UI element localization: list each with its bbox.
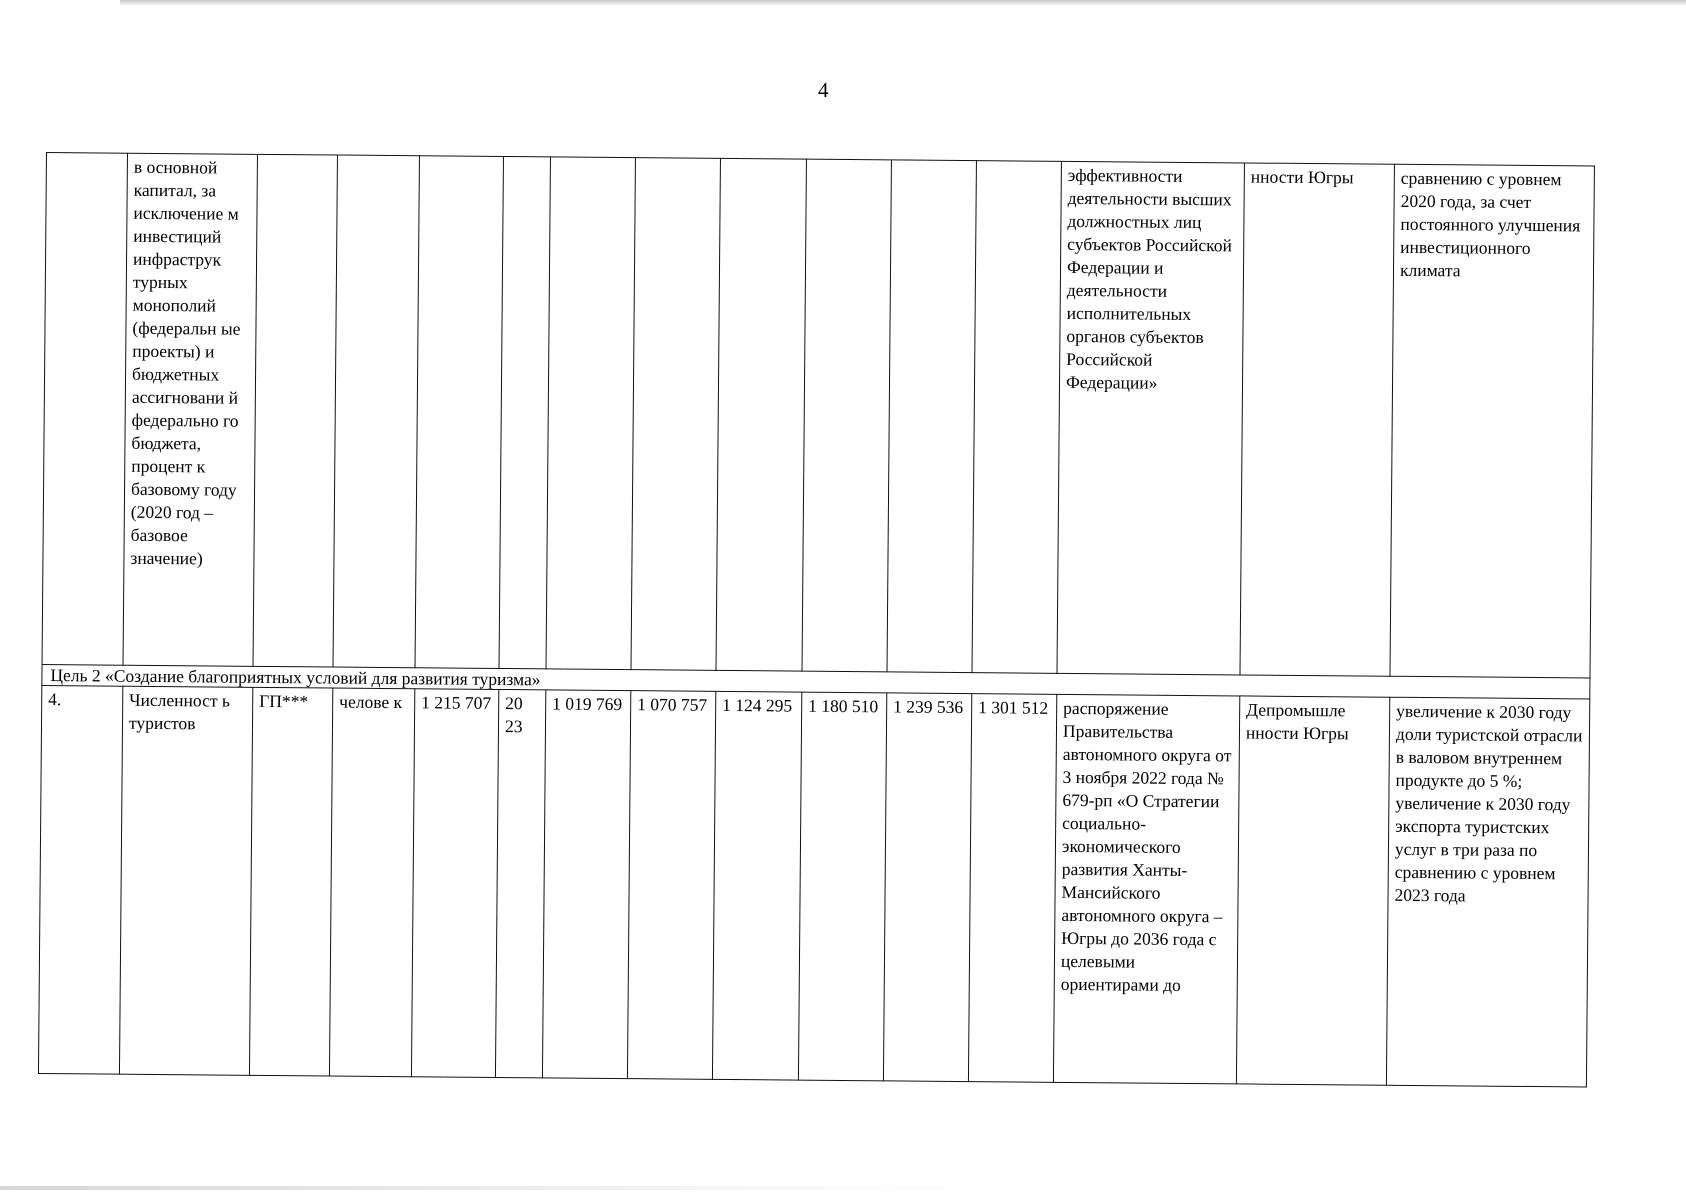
cell-num bbox=[42, 153, 127, 666]
cell-level bbox=[253, 154, 337, 667]
indicators-table bbox=[38, 152, 1595, 1087]
table-row bbox=[42, 153, 1594, 678]
scan-edge-top bbox=[120, 0, 1686, 6]
page-number: 4 bbox=[818, 78, 829, 102]
cell-indicator-name: в основной капитал, за исключение м инвестиций инфраструк турных монополий (федеральн ые проекты) и бюджетных ассигновани й федерально го бюджета, процент к базовому году (2020 год – базовое значение) bbox=[123, 153, 257, 666]
cell-base-value: 1 215 707 bbox=[411, 689, 498, 1078]
cell-document: распоряжение Правительства автономного округа от 3 ноября 2022 года № 679-рп «О Стратегии социально-экономического развития Ханты-Мансийского автономного округа – Югры до 2036 года с целевыми ориентирами до bbox=[1053, 694, 1239, 1084]
scan-edge-bottom bbox=[0, 1186, 980, 1190]
cell-base-year: 20 23 bbox=[495, 689, 545, 1077]
cell-link: увеличение к 2030 году доли туристской отрасли в валовом внутреннем продукте до 5 %; увеличение к 2030 году экспорта туристских услуг в три раза по сравнению с уровнем 2023 года bbox=[1386, 697, 1589, 1087]
cell-num: 4. bbox=[38, 685, 122, 1074]
cell-value bbox=[887, 160, 976, 673]
cell-responsible: нности Югры bbox=[1240, 163, 1394, 676]
cell-link: сравнению с уровнем 2020 года, за счет постоянного улучшения инвестиционного климата bbox=[1390, 164, 1594, 678]
cell-document: эффективности деятельности высших должностных лиц субъектов Российской Федерации и деятельности исполнительных органов субъектов Российской Федерации» bbox=[1057, 161, 1244, 675]
cell-unit: челове к bbox=[329, 688, 414, 1077]
cell-responsible: Депромышле нности Югры bbox=[1236, 696, 1389, 1085]
cell-value bbox=[972, 161, 1061, 674]
cell-value bbox=[631, 158, 720, 671]
cell-base-year bbox=[499, 156, 550, 668]
cell-level: ГП*** bbox=[249, 687, 332, 1076]
cell-unit bbox=[333, 155, 419, 668]
cell-value: 1 239 536 bbox=[883, 693, 971, 1082]
cell-value: 1 301 512 bbox=[968, 694, 1056, 1083]
cell-value: 1 070 757 bbox=[627, 691, 715, 1080]
cell-value bbox=[546, 157, 635, 670]
cell-value: 1 180 510 bbox=[798, 692, 886, 1081]
cell-value: 1 124 295 bbox=[712, 691, 801, 1080]
table-row bbox=[38, 685, 1589, 1086]
cell-base-value bbox=[415, 156, 503, 669]
cell-value bbox=[716, 158, 806, 671]
cell-value: 1 019 769 bbox=[542, 690, 630, 1079]
cell-value bbox=[802, 159, 891, 672]
goal-title: Цель 2 «Создание благоприятных условий для развития туризма» bbox=[42, 664, 1590, 699]
cell-indicator-name: Численност ь туристов bbox=[119, 686, 252, 1075]
